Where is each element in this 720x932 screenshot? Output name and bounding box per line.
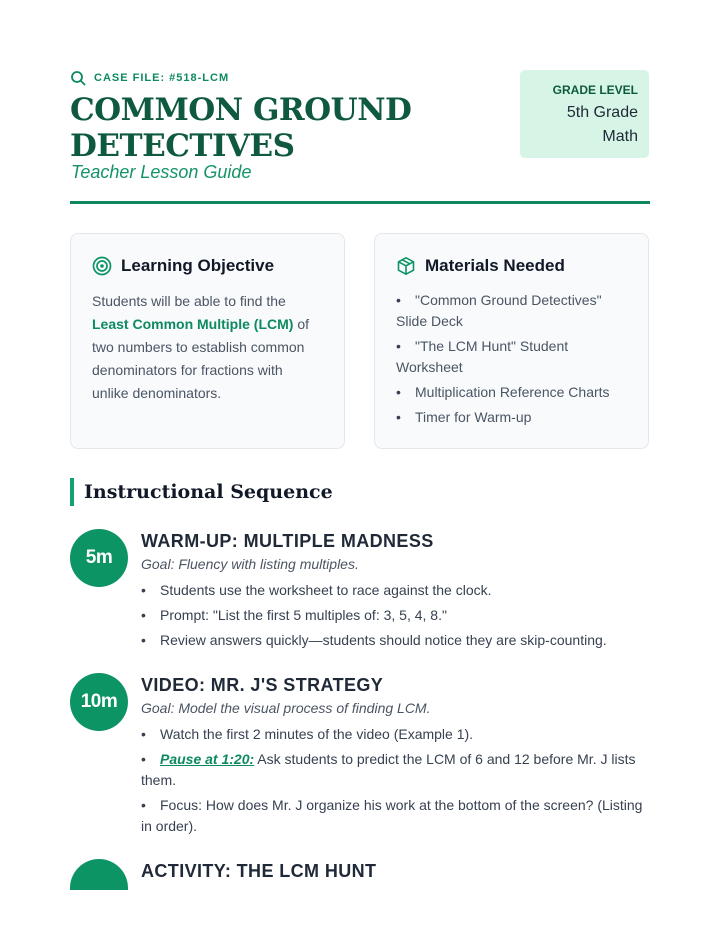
section-title: Instructional Sequence [84, 481, 333, 503]
lesson-guide-page [70, 0, 650, 932]
learning-objective-title: Learning Objective [121, 256, 275, 275]
target-icon [92, 256, 112, 276]
materials-title: Materials Needed [425, 256, 565, 275]
grade-level-label: GRADE LEVEL [552, 83, 638, 97]
list-item: • "The LCM Hunt" Student Worksheet [396, 336, 627, 378]
grade-level-subject: Math [602, 128, 638, 145]
list-item [141, 749, 650, 791]
objective-text-start: Students will be able to find the [92, 293, 286, 309]
materials-list [396, 290, 627, 428]
page-subtitle: Teacher Lesson Guide [71, 162, 252, 182]
search-icon [70, 70, 86, 86]
step-goal: Goal: Fluency with listing multiples. [141, 556, 359, 572]
materials-card [374, 233, 649, 449]
learning-objective-text [92, 290, 323, 405]
step-title: VIDEO: MR. J'S STRATEGY [141, 675, 384, 695]
list-item: • Timer for Warm-up [396, 407, 627, 428]
list-item: • Watch the first 2 minutes of the video (Example 1). [141, 724, 650, 745]
list-item-text: Ask students to predict the LCM of 6 and 12 before Mr. J lists them. [141, 751, 636, 788]
step-title: WARM-UP: MULTIPLE MADNESS [141, 531, 434, 551]
step-title: ACTIVITY: THE LCM HUNT [141, 861, 377, 881]
list-item: • Prompt: "List the first 5 multiples of: 3, 5, 4, 8." [141, 605, 650, 626]
learning-objective-heading [92, 256, 323, 276]
sequence-step-activity [70, 859, 650, 890]
list-item: • Multiplication Reference Charts [396, 382, 627, 403]
grade-level-box [520, 70, 649, 158]
step-goal: Goal: Model the visual process of finding LCM. [141, 700, 431, 716]
grade-level-grade: 5th Grade [566, 104, 638, 121]
step-body [141, 859, 650, 883]
time-badge: 10m [70, 673, 128, 731]
step-list [141, 724, 650, 837]
step-body [141, 673, 650, 841]
case-file-text: CASE FILE: #518-LCM [94, 72, 230, 84]
page-title: COMMON GROUND DETECTIVES [70, 92, 412, 164]
objective-highlight: Least Common Multiple (LCM) [92, 316, 294, 332]
header [70, 68, 650, 204]
step-list [141, 580, 650, 651]
pause-timestamp-link[interactable]: Pause at 1:20: [160, 751, 255, 767]
materials-heading [396, 256, 627, 276]
box-icon [396, 256, 416, 276]
list-item: • "Common Ground Detectives" Slide Deck [396, 290, 627, 332]
objective-text-end: of two numbers to establish common denominators for fractions with unlike denominators. [92, 316, 310, 401]
case-file-label [70, 70, 229, 86]
list-item: • Review answers quickly—students should notice they are skip-counting. [141, 630, 650, 651]
header-divider [70, 201, 650, 204]
list-item: • Students use the worksheet to race against the clock. [141, 580, 650, 601]
time-badge [70, 859, 128, 890]
step-body [141, 529, 650, 655]
grade-level-value [520, 101, 638, 149]
list-item: • Focus: How does Mr. J organize his work at the bottom of the screen? (Listing in order). [141, 795, 650, 837]
time-badge: 5m [70, 529, 128, 587]
learning-objective-card [70, 233, 345, 449]
instructional-sequence-heading [70, 478, 333, 506]
